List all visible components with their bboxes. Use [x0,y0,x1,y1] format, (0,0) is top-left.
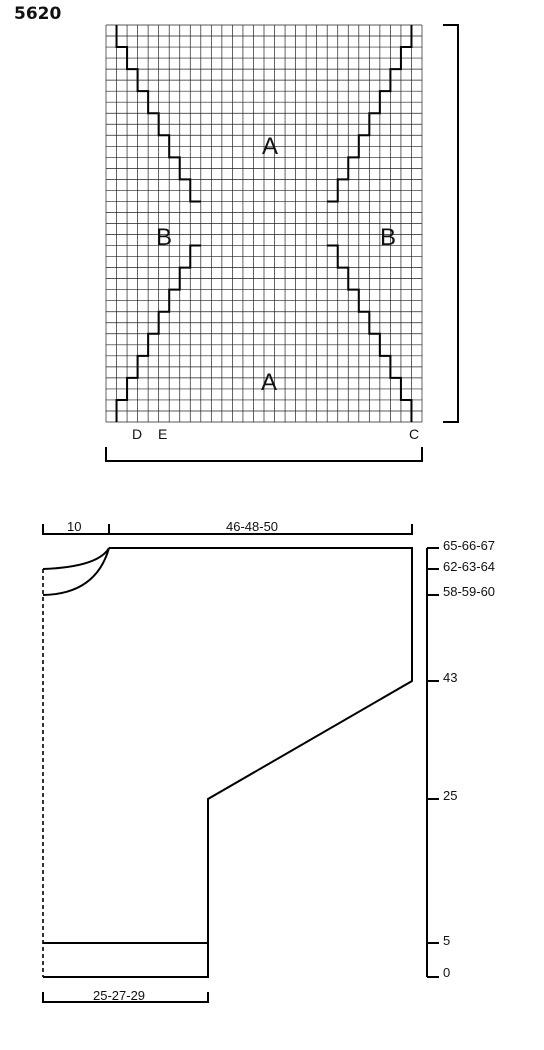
region-b-left: B [156,224,173,251]
chart-grid [106,25,422,422]
region-a-bottom: A [261,369,278,396]
bottom-width-label: 25-27-29 [93,988,146,1003]
height-label-5: 5 [443,933,451,948]
height-label-0: 0 [443,965,451,980]
pattern-chart [0,0,544,470]
region-a-top: A [262,133,279,160]
shoulder-width-label: 10 [67,519,82,534]
region-b-right: B [380,224,397,251]
height-bracket [443,25,458,422]
height-label-43: 43 [443,670,458,685]
height-label-62: 62-63-64 [443,559,496,574]
pattern-number: 5620 [14,4,62,24]
height-label-25: 25 [443,788,458,803]
width-bracket [106,447,422,461]
neck-curve-back [43,548,109,595]
neck-curve-front [43,548,109,569]
top-width-label: 46-48-50 [226,519,279,534]
mark-e: E [158,426,168,442]
mark-d: D [132,426,143,442]
mark-c: C [409,426,420,442]
height-label-65: 65-66-67 [443,538,496,553]
garment-outline [43,548,412,977]
height-label-58: 58-59-60 [443,584,496,599]
